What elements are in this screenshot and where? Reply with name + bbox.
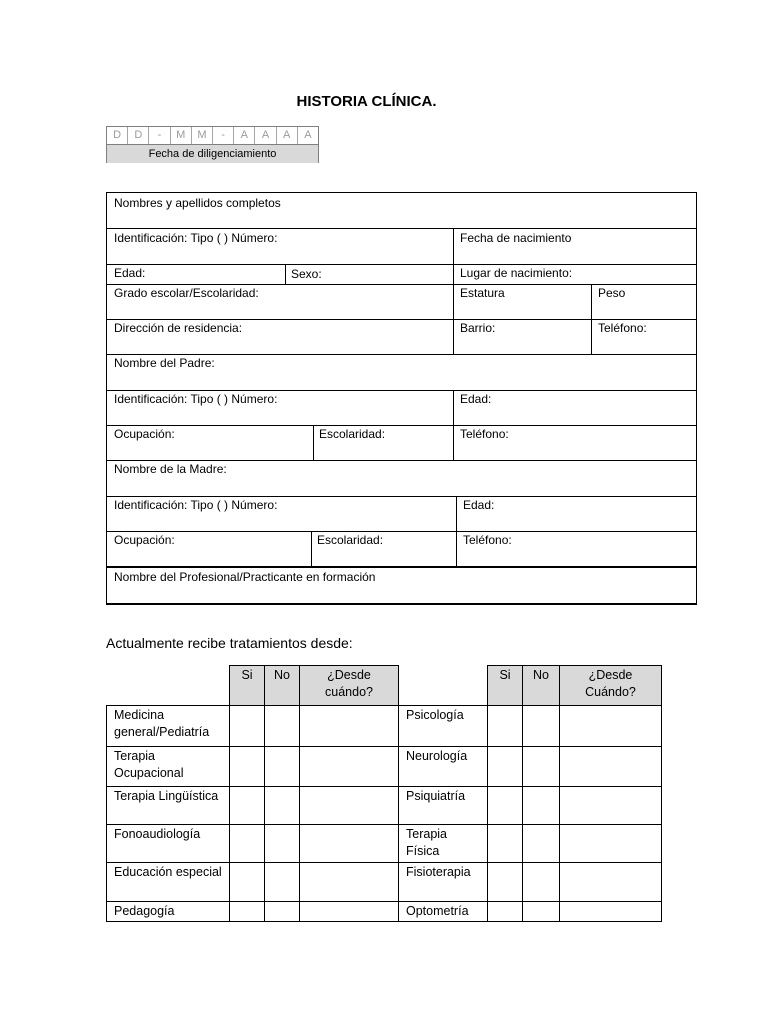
no-cell[interactable] [265, 902, 300, 922]
treatment-label: Pedagogía [107, 902, 230, 922]
address-field[interactable]: Dirección de residencia: [114, 321, 243, 335]
date-cell-year-2[interactable]: A [255, 127, 276, 144]
treatment-label: Terapia Lingüística [107, 787, 230, 825]
row-divider [107, 460, 696, 461]
since-cell[interactable] [560, 706, 662, 747]
column-divider [313, 425, 314, 460]
date-cell-day-2[interactable]: D [128, 127, 149, 144]
since-cell[interactable] [300, 863, 399, 902]
treatment-label: Terapia Ocupacional [107, 747, 230, 787]
row-divider [107, 566, 696, 568]
mother-schooling-field[interactable]: Escolaridad: [317, 533, 384, 547]
row-divider [107, 531, 696, 532]
no-cell[interactable] [265, 825, 300, 863]
phone-field[interactable]: Teléfono: [598, 321, 647, 335]
row-divider [107, 354, 696, 355]
column-divider [591, 284, 592, 354]
no-cell[interactable] [523, 825, 560, 863]
header-si: Si [488, 666, 523, 706]
since-cell[interactable] [300, 902, 399, 922]
since-cell[interactable] [560, 902, 662, 922]
date-separator-1: - [149, 127, 170, 144]
no-cell[interactable] [523, 787, 560, 825]
age-field[interactable]: Edad: [114, 266, 146, 280]
patient-form [106, 192, 697, 605]
si-cell[interactable] [488, 747, 523, 787]
treatment-label: Medicina general/Pediatría [107, 706, 230, 747]
si-cell[interactable] [230, 825, 265, 863]
father-schooling-field[interactable]: Escolaridad: [319, 427, 386, 441]
table-row [107, 787, 662, 825]
treatment-label: Optometría [399, 902, 488, 922]
si-cell[interactable] [488, 706, 523, 747]
date-cell-month-1[interactable]: M [171, 127, 192, 144]
since-cell[interactable] [560, 747, 662, 787]
father-identification-field[interactable]: Identificación: Tipo ( ) Número: [114, 392, 278, 406]
treatment-label: Neurología [399, 747, 488, 787]
si-cell[interactable] [488, 825, 523, 863]
since-cell[interactable] [300, 787, 399, 825]
birth-place-field[interactable]: Lugar de nacimiento: [460, 266, 573, 280]
date-block [106, 126, 319, 163]
page-title: HISTORIA CLÍNICA. [296, 93, 437, 110]
header-blank-cell [107, 666, 230, 706]
mother-occupation-field[interactable]: Ocupación: [114, 533, 175, 547]
si-cell[interactable] [230, 863, 265, 902]
since-cell[interactable] [560, 787, 662, 825]
birth-date-field[interactable]: Fecha de nacimiento [460, 231, 572, 245]
row-divider [107, 390, 696, 391]
table-header-row [107, 666, 662, 706]
since-cell[interactable] [300, 825, 399, 863]
date-cell-month-2[interactable]: M [192, 127, 213, 144]
neighborhood-field[interactable]: Barrio: [460, 321, 496, 335]
mother-age-field[interactable]: Edad: [463, 498, 495, 512]
row-divider [107, 496, 696, 497]
mother-identification-field[interactable]: Identificación: Tipo ( ) Número: [114, 498, 278, 512]
header-since: ¿Desde Cuándo? [560, 666, 662, 706]
column-divider [285, 264, 286, 284]
header-no: No [265, 666, 300, 706]
si-cell[interactable] [230, 787, 265, 825]
table-row [107, 825, 662, 863]
si-cell[interactable] [230, 747, 265, 787]
row-divider [107, 264, 696, 265]
header-blank-cell [399, 666, 488, 706]
date-cell-year-3[interactable]: A [277, 127, 298, 144]
since-cell[interactable] [300, 706, 399, 747]
date-separator-2: - [213, 127, 234, 144]
professional-name-field[interactable]: Nombre del Profesional/Practicante en formación [114, 570, 376, 584]
column-divider [311, 531, 312, 566]
treatment-label: Psiquiatría [399, 787, 488, 825]
mother-name-field[interactable]: Nombre de la Madre: [114, 462, 227, 476]
table-row [107, 902, 662, 922]
column-divider [453, 228, 454, 319]
row-divider [107, 228, 696, 229]
father-age-field[interactable]: Edad: [460, 392, 492, 406]
no-cell[interactable] [265, 863, 300, 902]
since-cell[interactable] [560, 863, 662, 902]
column-divider [453, 319, 454, 354]
height-field[interactable]: Estatura [460, 286, 505, 300]
since-cell[interactable] [560, 825, 662, 863]
date-label: Fecha de diligenciamiento [107, 145, 318, 163]
column-divider [453, 390, 454, 460]
father-occupation-field[interactable]: Ocupación: [114, 427, 175, 441]
since-cell[interactable] [300, 747, 399, 787]
header-since: ¿Desde cuándo? [300, 666, 399, 706]
weight-field[interactable]: Peso [598, 286, 626, 300]
date-cell-year-4[interactable]: A [304, 129, 312, 141]
si-cell[interactable] [488, 863, 523, 902]
column-divider [456, 496, 457, 566]
row-divider [107, 319, 696, 320]
no-cell[interactable] [265, 706, 300, 747]
header-si: Si [230, 666, 265, 706]
treatments-title: Actualmente recibe tratamientos desde: [106, 635, 353, 651]
table-row [107, 706, 662, 747]
si-cell[interactable] [488, 902, 523, 922]
row-divider [107, 284, 696, 285]
identification-field[interactable]: Identificación: Tipo ( ) Número: [114, 231, 278, 245]
date-cell-day-1[interactable]: D [107, 127, 128, 144]
si-cell[interactable] [488, 787, 523, 825]
treatment-label: Psicología [399, 706, 488, 747]
treatment-label: Terapia Física [399, 825, 488, 863]
table-row [107, 747, 662, 787]
no-cell[interactable] [523, 863, 560, 902]
father-phone-field[interactable]: Teléfono: [460, 427, 509, 441]
table-row [107, 863, 662, 902]
treatment-label: Fisioterapia [399, 863, 488, 902]
no-cell[interactable] [265, 747, 300, 787]
schooling-field[interactable]: Grado escolar/Escolaridad: [114, 286, 259, 300]
si-cell[interactable] [230, 706, 265, 747]
row-divider [107, 425, 696, 426]
mother-phone-field[interactable]: Teléfono: [463, 533, 512, 547]
no-cell[interactable] [265, 787, 300, 825]
treatment-label: Fonoaudiología [107, 825, 230, 863]
father-name-field[interactable]: Nombre del Padre: [114, 356, 215, 370]
treatments-table [106, 665, 662, 922]
no-cell[interactable] [523, 706, 560, 747]
date-cells [107, 127, 318, 145]
date-cell-year-1[interactable]: A [234, 127, 255, 144]
si-cell[interactable] [230, 902, 265, 922]
no-cell[interactable] [523, 902, 560, 922]
treatment-label: Educación especial [107, 863, 230, 902]
full-name-field[interactable]: Nombres y apellidos completos [114, 196, 281, 210]
sex-field[interactable]: Sexo: [291, 267, 322, 281]
no-cell[interactable] [523, 747, 560, 787]
header-no: No [523, 666, 560, 706]
